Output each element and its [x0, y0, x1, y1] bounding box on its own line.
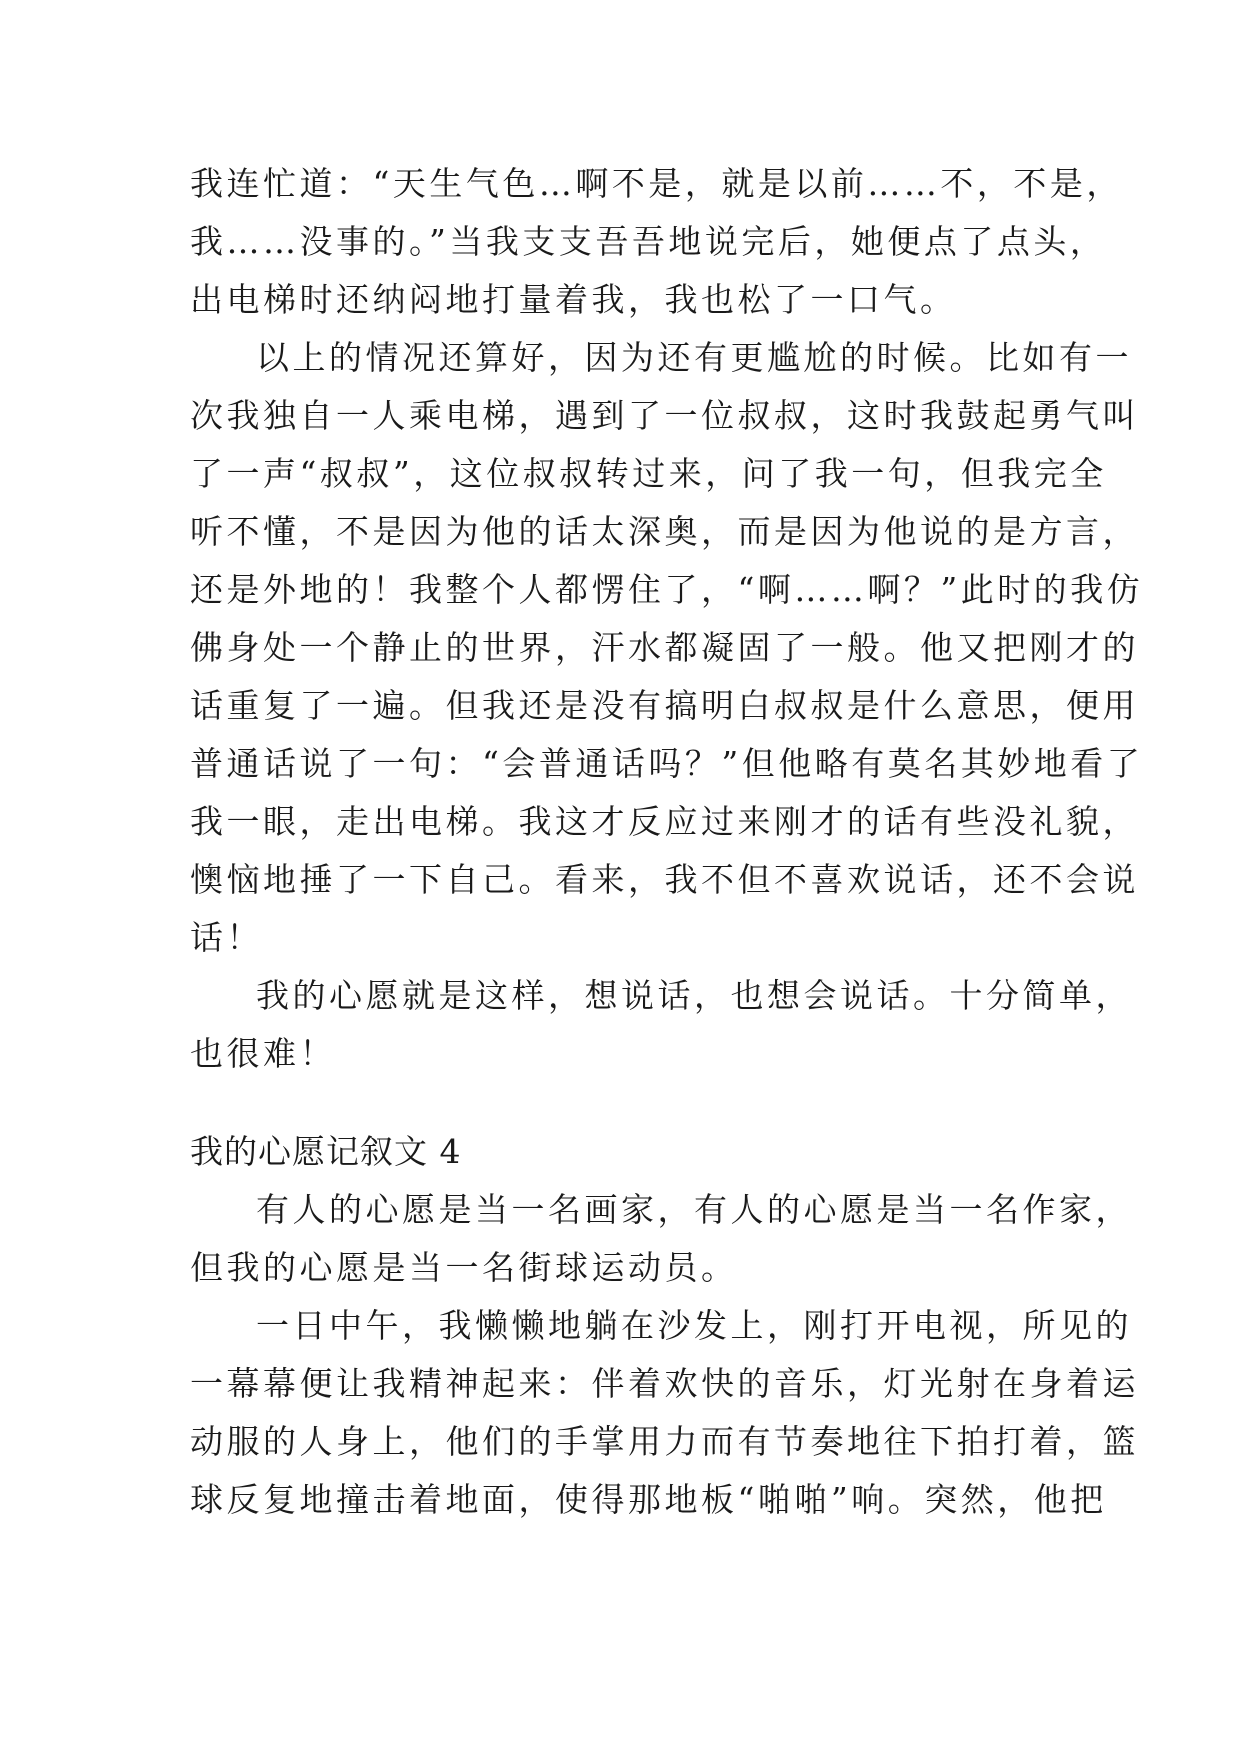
text-line: 一幕幕便让我精神起来：伴着欢快的音乐，灯光射在身着运: [190, 1364, 1139, 1403]
text-line: 还是外地的！我整个人都愣住了，“啊……啊？”此时的我仿: [190, 570, 1144, 609]
text-line: 一日中午，我懒懒地躺在沙发上，刚打开电视，所见的: [256, 1306, 1132, 1345]
text-line: 但我的心愿是当一名街球运动员。: [190, 1248, 738, 1287]
text-line: 以上的情况还算好，因为还有更尴尬的时候。比如有一: [256, 338, 1132, 377]
text-line: 普通话说了一句：“会普通话吗？”但他略有莫名其妙地看了: [190, 744, 1144, 783]
text-line: 球反复地撞击着地面，使得那地板“啪啪”响。突然，他把: [190, 1480, 1107, 1519]
section-title: 我的心愿记叙文 4: [190, 1132, 462, 1171]
text-line: 佛身处一个静止的世界，汗水都凝固了一般。他又把刚才的: [190, 628, 1139, 667]
document-body: [190, 155, 1144, 1529]
text-line: 懊恼地捶了一下自己。看来，我不但不喜欢说话，还不会说: [190, 860, 1139, 899]
text-line: 我一眼，走出电梯。我这才反应过来刚才的话有些没礼貌，: [190, 802, 1139, 841]
text-line: 我……没事的。”当我支支吾吾地说完后，她便点了点头，: [190, 222, 1107, 261]
paragraph-2: [190, 329, 1144, 967]
section-spacer: [190, 1083, 1060, 1123]
text-line: 我连忙道：“天生气色…啊不是，就是以前……不，不是，: [190, 164, 1123, 203]
paragraph-1: [190, 155, 1123, 329]
text-line: 话！: [190, 918, 263, 957]
text-line: 我的心愿就是这样，想说话，也想会说话。十分简单，: [256, 976, 1132, 1015]
paragraph-4: [190, 1181, 1132, 1297]
text-line: 话重复了一遍。但我还是没有搞明白叔叔是什么意思，便用: [190, 686, 1139, 725]
text-line: 次我独自一人乘电梯，遇到了一位叔叔，这时我鼓起勇气叫: [190, 396, 1139, 435]
text-line: 也很难！: [190, 1034, 336, 1073]
paragraph-3: [190, 967, 1132, 1083]
text-line: 动服的人身上，他们的手掌用力而有节奏地往下拍打着，篮: [190, 1422, 1139, 1461]
text-line: 有人的心愿是当一名画家，有人的心愿是当一名作家，: [256, 1190, 1132, 1229]
text-line: 了一声“叔叔”，这位叔叔转过来，问了我一句，但我完全: [190, 454, 1107, 493]
text-line: 听不懂，不是因为他的话太深奥，而是因为他说的是方言，: [190, 512, 1139, 551]
paragraph-5: [190, 1297, 1139, 1529]
text-line: 出电梯时还纳闷地打量着我，我也松了一口气。: [190, 280, 957, 319]
